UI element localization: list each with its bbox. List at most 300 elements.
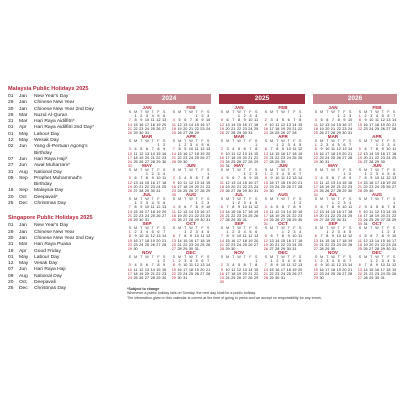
calendar-day: 19 xyxy=(127,184,132,189)
calendar-day: 17 xyxy=(336,238,341,243)
calendar-day: 27 xyxy=(298,271,303,276)
calendar-day: 10 xyxy=(177,180,182,185)
calendar-day: 9 xyxy=(270,176,273,181)
calendar-day: 2 xyxy=(370,172,373,177)
calendar-day: 30 xyxy=(386,247,391,252)
calendar-day: 22 xyxy=(183,242,188,247)
weekday-label: W xyxy=(331,139,335,143)
calendar-day: 18 xyxy=(219,184,224,189)
calendar-day: 24 xyxy=(144,213,150,218)
weekday-label: F xyxy=(343,255,346,259)
calendar-day: 16 xyxy=(319,151,324,156)
calendar-day: 5 xyxy=(255,201,258,206)
calendar-day: 5 xyxy=(140,263,143,268)
calendar-day: 31 xyxy=(292,247,297,252)
calendar-day: 26 xyxy=(194,271,199,276)
calendar-day: 24 xyxy=(369,126,374,131)
calendar-day: 27 xyxy=(325,131,330,136)
holiday-day: 07 xyxy=(8,267,14,273)
calendar-day: 2 xyxy=(232,230,235,235)
calendar-day: 28 xyxy=(363,276,368,281)
calendar-day: 4 xyxy=(358,234,361,239)
month-name: SEP xyxy=(328,221,338,226)
calendar-day: 10 xyxy=(286,147,291,152)
calendar-day: 11 xyxy=(171,209,176,214)
calendar-day: 11 xyxy=(150,205,155,210)
calendar-day: 14 xyxy=(127,209,132,214)
calendar-day: 12 xyxy=(286,176,291,181)
weekday-label: F xyxy=(387,226,390,230)
calendar-day: 16 xyxy=(188,238,194,243)
calendar-day: 4 xyxy=(243,230,246,235)
holiday-name: Chinese New Year 2nd Day xyxy=(34,235,94,241)
calendar-day: 9 xyxy=(172,180,175,185)
calendar-day: 23 xyxy=(380,155,385,160)
calendar-day: 22 xyxy=(236,126,242,131)
calendar-day: 5 xyxy=(281,118,285,123)
calendar-day: 31 xyxy=(225,164,230,169)
weekday-label: S xyxy=(254,168,258,172)
weekday-label: M xyxy=(133,197,138,201)
calendar-day: 15 xyxy=(263,180,268,185)
weekday-label: W xyxy=(375,168,379,172)
month-2026-nov xyxy=(313,250,353,284)
weekday-label: T xyxy=(337,168,340,172)
calendar-day: 26 xyxy=(139,160,144,165)
calendar-day: 25 xyxy=(369,218,374,223)
calendar-day: 8 xyxy=(178,147,181,152)
calendar-day: 9 xyxy=(276,263,279,268)
calendar-day: 24 xyxy=(280,271,286,276)
calendar-day: 9 xyxy=(331,234,335,239)
weekday-label: M xyxy=(133,168,138,172)
calendar-day: 15 xyxy=(236,122,242,127)
weekday-label: T xyxy=(140,139,143,143)
calendar-day: 7 xyxy=(264,263,267,268)
calendar-day: 22 xyxy=(325,242,330,247)
calendar-day: 15 xyxy=(194,122,199,127)
calendar-day: 12 xyxy=(188,180,194,185)
calendar-day: 1 xyxy=(375,143,379,148)
month-name: MAY xyxy=(234,163,244,168)
calendar-day: 13 xyxy=(133,180,138,185)
calendar-day: 14 xyxy=(263,267,268,272)
calendar-day: 19 xyxy=(374,213,380,218)
calendar-day: 28 xyxy=(369,160,374,165)
calendar-day: 30 xyxy=(248,189,253,194)
calendar-day: 21 xyxy=(188,126,194,131)
weekday-label: F xyxy=(249,139,252,143)
calendar-day: 19 xyxy=(275,213,280,218)
weekday-label: T xyxy=(370,255,373,259)
weekday-label: M xyxy=(133,255,138,259)
calendar-day: 23 xyxy=(162,271,167,276)
calendar-day: 20 xyxy=(144,271,150,276)
calendar-day: 12 xyxy=(263,238,268,243)
weekday-label: S xyxy=(392,197,396,201)
calendar-day: 16 xyxy=(139,122,144,127)
calendar-day: 19 xyxy=(336,267,341,272)
calendar-day: 25 xyxy=(286,271,291,276)
calendar-day: 6 xyxy=(281,205,285,210)
calendar-day: 23 xyxy=(363,126,368,131)
calendar-day: 19 xyxy=(200,151,205,156)
holiday-name: Hari Raya Aidilfitri 2nd Day* xyxy=(34,125,95,131)
calendar-day: 19 xyxy=(280,126,286,131)
calendar-day: 2 xyxy=(184,143,187,148)
calendar-day: 15 xyxy=(133,122,138,127)
calendar-day: 19 xyxy=(254,209,259,214)
weekday-label: T xyxy=(287,255,290,259)
calendar-day: 6 xyxy=(287,118,290,123)
calendar-day: 1 xyxy=(343,172,346,177)
calendar-day: 27 xyxy=(263,160,268,165)
calendar-day: 1 xyxy=(293,201,296,206)
calendar-day: 6 xyxy=(163,114,166,119)
weekday-label: F xyxy=(343,110,346,114)
calendar-day: 16 xyxy=(150,180,155,185)
calendar-day: 27 xyxy=(392,184,397,189)
calendar-day: 25 xyxy=(348,213,353,218)
calendar-day: 17 xyxy=(183,267,188,272)
calendar-day: 19 xyxy=(392,267,397,272)
calendar-day: 4 xyxy=(195,143,198,148)
calendar-day: 26 xyxy=(298,155,303,160)
calendar-day: 15 xyxy=(374,151,380,156)
calendar-day: 25 xyxy=(219,189,224,194)
calendar-day: 22 xyxy=(225,242,230,247)
calendar-day: 29 xyxy=(133,218,138,223)
holiday-name: Chinese New Year xyxy=(34,100,75,106)
weekday-label: M xyxy=(269,197,274,201)
calendar-day: 22 xyxy=(194,126,199,131)
calendar-day: 24 xyxy=(254,184,259,189)
calendar-day: 30 xyxy=(183,160,188,165)
calendar-day: 29 xyxy=(263,189,268,194)
weekday-label: W xyxy=(237,226,241,230)
calendar-day: 3 xyxy=(276,172,279,177)
calendar-day: 22 xyxy=(392,213,397,218)
calendar-day: 28 xyxy=(177,247,182,252)
calendar-day: 27 xyxy=(363,160,368,165)
calendar-day: 1 xyxy=(255,259,258,264)
calendar-day: 11 xyxy=(219,180,224,185)
calendar-day: 21 xyxy=(386,213,391,218)
calendar-day: 7 xyxy=(370,147,373,152)
calendar-day: 23 xyxy=(139,126,144,131)
calendar-day: 12 xyxy=(348,234,353,239)
calendar-day: 23 xyxy=(319,155,324,160)
calendar-day: 28 xyxy=(286,218,291,223)
calendar-day: 1 xyxy=(178,143,181,148)
calendar-day: 23 xyxy=(263,131,268,136)
calendar-day: 8 xyxy=(172,263,175,268)
calendar-day xyxy=(391,276,397,280)
calendar-day: 17 xyxy=(313,184,318,189)
calendar-day: 19 xyxy=(336,151,341,156)
calendar-day: 20 xyxy=(200,267,205,272)
calendar-day: 23 xyxy=(183,155,188,160)
weekday-label: M xyxy=(363,139,368,143)
calendar-day: 1 xyxy=(264,172,267,177)
calendar-day: 16 xyxy=(336,209,341,214)
calendar-day: 11 xyxy=(286,263,291,268)
malaysia-holidays-list xyxy=(8,94,120,207)
weekday-label: T xyxy=(381,255,384,259)
calendar-day: 25 xyxy=(133,276,138,281)
calendar-day: 18 xyxy=(330,267,336,272)
holiday-day: 12 xyxy=(8,261,14,267)
calendar-day: 22 xyxy=(254,271,259,276)
calendar-day: 15 xyxy=(298,122,303,127)
calendar-day xyxy=(297,276,303,280)
calendar-day: 29 xyxy=(325,247,330,252)
calendar-day: 13 xyxy=(183,209,188,214)
calendar-day: 20 xyxy=(357,271,362,276)
calendar-day: 1 xyxy=(195,201,198,206)
calendar-day: 7 xyxy=(128,205,131,210)
calendar-day: 25 xyxy=(144,242,150,247)
calendar-day: 9 xyxy=(237,205,241,210)
calendar-day: 7 xyxy=(349,259,352,264)
weekday-label: M xyxy=(363,255,368,259)
calendar-day: 6 xyxy=(157,230,160,235)
weekday-label: F xyxy=(293,226,296,230)
weekday-label: S xyxy=(358,168,362,172)
calendar-day: 11 xyxy=(275,122,280,127)
holiday-name: Hari Raya Haji xyxy=(34,267,66,273)
calendar-day: 8 xyxy=(281,234,285,239)
weekday-label: S xyxy=(264,197,268,201)
calendar-day: 2 xyxy=(281,143,285,148)
weekday-label: T xyxy=(370,226,373,230)
weekday-label: T xyxy=(326,139,329,143)
calendar-day: 5 xyxy=(299,143,302,148)
calendar-day: 21 xyxy=(139,184,144,189)
month-name: FEB xyxy=(278,105,288,110)
holiday-name: Birthday xyxy=(34,182,52,188)
calendar-day: 5 xyxy=(387,172,390,177)
calendar-day: 23 xyxy=(162,155,167,160)
calendar-day: 21 xyxy=(330,126,336,131)
calendar-day: 16 xyxy=(219,271,224,276)
holiday-month: Jan xyxy=(19,100,27,106)
calendar-day: 29 xyxy=(275,160,280,165)
calendar-day: 21 xyxy=(275,242,280,247)
holiday-day: 29 xyxy=(8,229,14,235)
calendar-day: 1 xyxy=(358,114,361,119)
calendar-day: 25 xyxy=(319,189,324,194)
calendar-day xyxy=(205,276,211,280)
calendar-day: 28 xyxy=(298,184,303,189)
calendar-day: 24 xyxy=(144,126,150,131)
singapore-holidays-list xyxy=(8,223,120,292)
calendar-day: 22 xyxy=(330,213,336,218)
weekday-label: T xyxy=(287,168,290,172)
calendar-day: 25 xyxy=(374,126,380,131)
month-name: JUN xyxy=(186,163,196,168)
calendar-day: 8 xyxy=(270,263,273,268)
calendar-day: 12 xyxy=(236,267,242,272)
calendar-day: 30 xyxy=(236,218,242,223)
calendar-day: 14 xyxy=(348,263,353,268)
calendar-day: 11 xyxy=(319,180,324,185)
calendar-day: 12 xyxy=(292,263,297,268)
calendar-day: 26 xyxy=(280,131,286,136)
calendar-day: 23 xyxy=(188,242,194,247)
calendar-day: 1 xyxy=(370,259,373,264)
calendar-day: 8 xyxy=(128,234,131,239)
calendar-day: 31 xyxy=(242,218,247,223)
calendar-day: 17 xyxy=(292,238,297,243)
calendar-day: 1 xyxy=(314,143,317,148)
month-name: JAN xyxy=(234,105,244,110)
holiday-day: 25 xyxy=(8,286,14,292)
calendar-day: 7 xyxy=(364,263,367,268)
weekday-label: S xyxy=(298,110,302,114)
calendar-day: 9 xyxy=(349,176,352,181)
calendar-day: 7 xyxy=(270,147,273,152)
calendar-day: 7 xyxy=(207,259,210,264)
calendar-day: 13 xyxy=(206,147,211,152)
calendar-day: 25 xyxy=(392,155,397,160)
calendar-day: 19 xyxy=(348,238,353,243)
calendar-day: 16 xyxy=(386,238,391,243)
calendar-day: 17 xyxy=(236,238,242,243)
calendar-day: 7 xyxy=(331,118,335,123)
calendar-day: 18 xyxy=(133,271,138,276)
calendar-day: 26 xyxy=(319,131,324,136)
holiday-month: Jun xyxy=(19,156,27,162)
holiday-name: Hari Raya Haji* xyxy=(34,156,68,162)
weekday-label: T xyxy=(184,168,187,172)
calendar-day: 3 xyxy=(393,230,396,235)
calendar-day: 8 xyxy=(375,147,379,152)
calendar-day: 17 xyxy=(325,267,330,272)
calendar-day: 13 xyxy=(171,238,176,243)
calendar-day: 2 xyxy=(163,143,166,148)
calendar-day: 18 xyxy=(380,180,385,185)
calendar-day: 31 xyxy=(325,160,330,165)
holiday-month: Sep xyxy=(19,175,28,181)
calendar-day: 9 xyxy=(243,118,246,123)
calendar-day: 11 xyxy=(133,267,138,272)
calendar-day: 23 xyxy=(286,242,291,247)
calendar-day: 27 xyxy=(357,276,362,281)
calendar-day: 23 xyxy=(330,242,336,247)
weekday-label: T xyxy=(232,168,235,172)
weekday-label: S xyxy=(264,168,268,172)
calendar-day: 21 xyxy=(171,155,176,160)
calendar-day: 20 xyxy=(292,180,297,185)
weekday-label: T xyxy=(276,255,279,259)
weekday-label: S xyxy=(298,168,302,172)
calendar-day: 10 xyxy=(380,263,385,268)
calendar-day: 5 xyxy=(276,205,279,210)
calendar-day: 9 xyxy=(140,118,143,123)
calendar-day: 3 xyxy=(184,259,187,264)
calendar-day: 15 xyxy=(194,209,199,214)
calendar-day: 14 xyxy=(369,151,374,156)
weekday-label: W xyxy=(189,110,193,114)
calendar-day: 11 xyxy=(292,147,297,152)
calendar-day: 15 xyxy=(231,209,236,214)
calendar-day: 17 xyxy=(156,180,161,185)
calendar-day: 8 xyxy=(145,176,149,181)
weekday-label: S xyxy=(348,255,352,259)
calendar-day: 26 xyxy=(139,276,144,281)
calendar-day: 19 xyxy=(325,184,330,189)
calendar-day: 3 xyxy=(270,118,273,123)
holiday-month: Jan xyxy=(19,223,27,229)
calendar-day: 9 xyxy=(287,234,290,239)
calendar-day: 13 xyxy=(392,176,397,181)
calendar-day: 18 xyxy=(269,213,274,218)
calendar-day: 28 xyxy=(206,271,211,276)
calendar-day: 14 xyxy=(231,122,236,127)
calendar-week xyxy=(313,276,353,280)
calendar-day: 22 xyxy=(156,155,161,160)
weekday-label: S xyxy=(314,226,318,230)
calendar-day: 4 xyxy=(314,118,317,123)
calendar-day: 13 xyxy=(286,122,291,127)
calendar-day: 15 xyxy=(325,238,330,243)
calendar-day: 20 xyxy=(231,184,236,189)
calendar-day: 3 xyxy=(381,259,384,264)
calendar-day: 21 xyxy=(219,242,224,247)
calendar-day: 20 xyxy=(254,238,259,243)
calendar-day: 11 xyxy=(162,176,167,181)
calendar-day: 5 xyxy=(375,205,379,210)
calendar-day: 31 xyxy=(183,276,188,281)
calendar-day: 25 xyxy=(242,242,247,247)
weekday-label: W xyxy=(375,255,379,259)
calendar-day: 18 xyxy=(392,151,397,156)
calendar-day: 9 xyxy=(163,147,166,152)
calendar-day: 12 xyxy=(374,209,380,214)
calendar-day: 24 xyxy=(336,242,341,247)
month-name: DEC xyxy=(372,250,382,255)
calendar-day: 31 xyxy=(363,222,368,227)
calendar-day: 24 xyxy=(177,189,182,194)
calendar-day: 3 xyxy=(128,263,131,268)
calendar-day: 10 xyxy=(183,263,188,268)
calendar-day: 9 xyxy=(264,122,267,127)
calendar-day: 15 xyxy=(363,180,368,185)
calendar-day: 23 xyxy=(348,184,353,189)
calendar-day: 25 xyxy=(357,247,362,252)
weekday-label: W xyxy=(145,197,149,201)
calendar-day: 8 xyxy=(237,118,241,123)
calendar-day: 7 xyxy=(320,234,323,239)
calendar-day: 30 xyxy=(336,218,341,223)
calendar-day: 12 xyxy=(225,180,230,185)
calendar-day: 28 xyxy=(374,247,380,252)
calendar-day: 21 xyxy=(263,271,268,276)
calendar-day: 22 xyxy=(194,213,199,218)
calendar-day: 14 xyxy=(150,151,155,156)
calendar-day: 3 xyxy=(314,176,317,181)
calendar-day: 24 xyxy=(236,242,242,247)
holiday-month: May xyxy=(19,138,29,144)
calendar-day: 7 xyxy=(326,205,329,210)
weekday-label: S xyxy=(358,110,362,114)
weekday-label: W xyxy=(281,226,285,230)
calendar-day: 11 xyxy=(171,122,176,127)
calendar-day: 13 xyxy=(313,238,318,243)
calendar-day: 12 xyxy=(363,238,368,243)
calendar-day: 26 xyxy=(313,218,318,223)
